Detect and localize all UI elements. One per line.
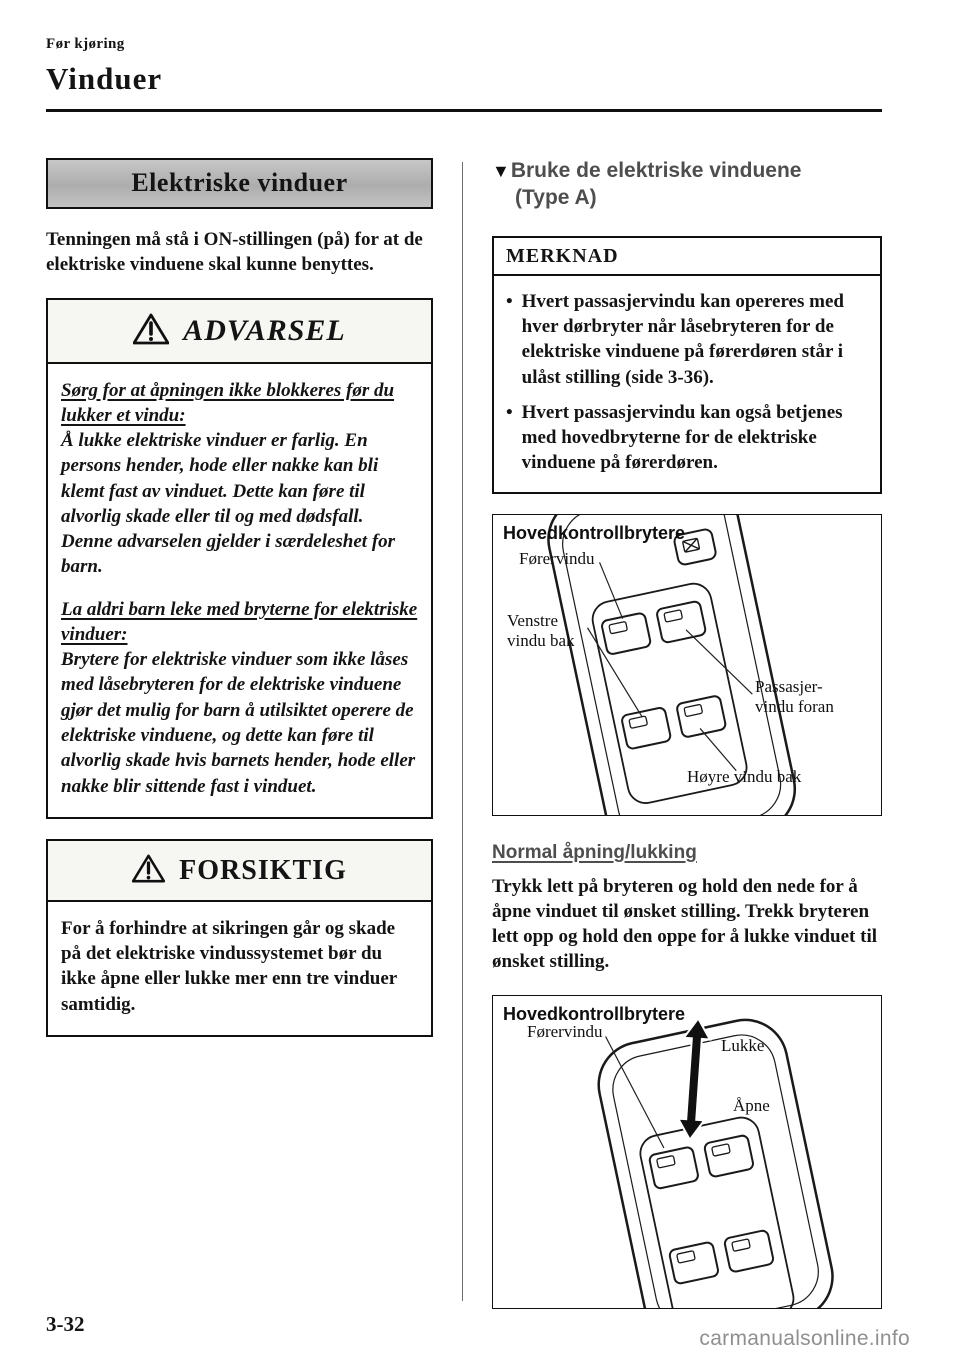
label-close: Lukke <box>721 1035 765 1055</box>
normal-operation-paragraph: Trykk lett på bryteren og hold den nede for å åpne vinduet til ønsket stilling. Trekk bryteren lett opp og hold den oppe for å lukke vinduet til ønsket stilling. <box>492 875 878 973</box>
watermark: carmanualsonline.info <box>699 1327 910 1350</box>
note-bullet <box>506 400 870 476</box>
caution-box <box>46 839 433 1037</box>
warning-paragraph-2: Brytere for elektriske vinduer som ikke låses med låsebryteren for de elektriske vinduene gjør det mulig for barn å utilsiktet operere de elektriske vinduene, og dette kan føre til alvorlig skade hvis barnets hender, hode eller nakke blir sittende fast i vinduet. <box>61 649 416 797</box>
section-marker-icon: ▼ <box>492 161 510 181</box>
warning-subheading-1: Sørg for at åpningen ikke blokkeres før du lukker et vindu: <box>61 379 395 426</box>
caution-body <box>48 902 431 1035</box>
window-switch-arrow-diagram <box>493 996 881 1308</box>
chapter-kicker: Før kjøring <box>46 36 125 52</box>
label-front-passenger-window: Passasjer-vindu foran <box>755 676 834 716</box>
caution-title: FORSIKTIG <box>179 854 347 886</box>
note-bullet-text: Hvert passasjervindu kan opereres med hver dørbryter når låsebryteren for de elektriske vinduene på førerdøren står i ulåst stilling (side 3-36). <box>521 290 844 388</box>
warning-title: ADVARSEL <box>183 314 346 348</box>
note-bullet <box>506 289 870 390</box>
caution-triangle-icon <box>132 854 165 888</box>
caution-header <box>48 841 431 902</box>
caution-paragraph: For å forhindre at sikringen går og skade på det elektriske vindussystemet bør du ikke åpne eller lukke mer enn tre vinduer samtidig. <box>61 917 397 1015</box>
section-title-box: Elektriske vinduer <box>46 158 433 209</box>
note-body <box>494 276 880 492</box>
warning-triangle-icon <box>133 313 169 350</box>
warning-subheading-2: La aldri barn leke med bryterne for elektriske vinduer: <box>61 598 418 645</box>
warning-body <box>48 364 431 817</box>
header-rule <box>46 109 882 112</box>
figure-master-switches <box>492 514 882 816</box>
warning-paragraph-1: Å lukke elektriske vinduer er farlig. En persons hender, hode eller nakke kan bli klemt fast av vinduet. Dette kan føre til alvorlig skade eller til og med dødsfall. Denne advarselen gjelder i særdeleshet for barn. <box>61 430 396 578</box>
label-driver-window: Førervindu <box>519 548 595 568</box>
intro-paragraph: Tenningen må stå i ON-stillingen (på) for at de elektriske vinduene skal kunne benyttes. <box>46 229 423 276</box>
label-right-rear-window: Høyre vindu bak <box>687 766 802 786</box>
note-box <box>492 236 882 494</box>
section-heading-text: Bruke de elektriske vinduene <box>510 159 802 182</box>
figure-title: Hovedkontrollbrytere <box>503 522 686 543</box>
page-header <box>46 36 882 112</box>
note-bullet-text: Hvert passasjervindu kan også betjenes med hovedbryterne for de elektriske vinduene på førerdøren. <box>521 401 843 474</box>
bullet-dot-icon <box>506 400 513 476</box>
page-title: Vinduer <box>46 61 163 96</box>
label-left-rear-window: Venstre vindu bak <box>507 610 575 650</box>
warning-header <box>48 300 431 364</box>
warning-box <box>46 298 433 819</box>
figure-open-close <box>492 995 882 1309</box>
section-heading-subtitle: (Type A) <box>515 185 597 209</box>
two-column-layout <box>46 158 882 1309</box>
label-driver-window: Førervindu <box>527 1021 603 1041</box>
page-number: 3-32 <box>46 1312 85 1336</box>
column-divider <box>462 162 463 1301</box>
label-open: Åpne <box>733 1095 770 1115</box>
figure-title: Hovedkontrollbrytere <box>503 1003 686 1024</box>
normal-operation-heading: Normal åpning/lukking <box>492 841 697 863</box>
left-column <box>46 158 433 1309</box>
note-title: MERKNAD <box>494 238 880 276</box>
bullet-dot-icon <box>506 289 513 390</box>
section-heading <box>492 158 882 212</box>
right-column <box>492 158 882 1309</box>
